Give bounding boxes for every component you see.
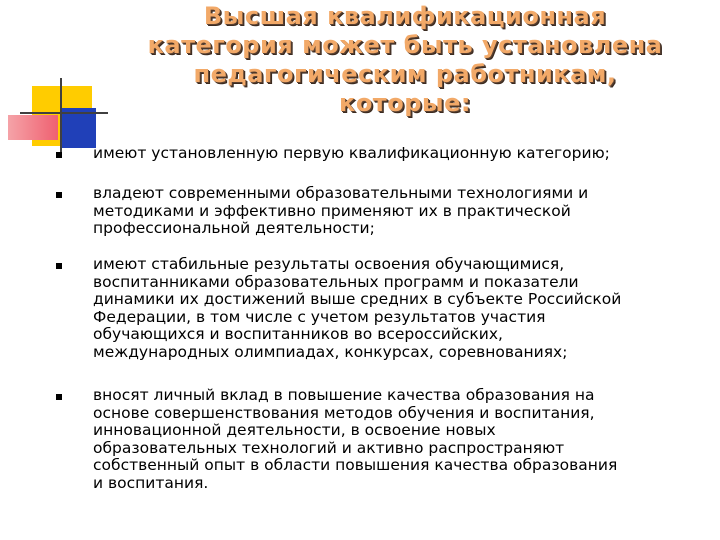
slide-title-line: Высшая квалификационная <box>203 2 607 30</box>
bullet-square-icon <box>56 152 62 158</box>
bullet-square-icon <box>56 192 62 198</box>
text-line: и воспитания. <box>93 473 209 492</box>
text-line: вносят личный вклад в повышение качества образования на <box>93 386 595 404</box>
slide-title-line: педагогическим работникам, <box>193 60 617 88</box>
text-line: обучающихся и воспитанников во всероссийских, <box>93 325 503 344</box>
bullet-square-icon <box>56 263 62 269</box>
text-line: международных олимпиадах, конкурсах, соревнованиях; <box>93 342 568 361</box>
ornament-vertical-line <box>60 78 62 158</box>
slide-title-line: которые: <box>339 89 471 117</box>
text-line: воспитанниками образовательных программ и показатели <box>93 272 579 291</box>
text-line: собственный опыт в области повышения качества образования <box>93 456 618 475</box>
ornament-blue-square <box>62 108 96 148</box>
text-line: методиками и эффективно применяют их в практической <box>93 201 571 220</box>
text-line: имеют установленную первую квалификационную категорию; <box>93 144 610 162</box>
slide-title <box>110 2 700 118</box>
bullet-square-icon <box>56 394 62 400</box>
text-line: владеют современными образовательными технологиями и <box>93 184 589 202</box>
text-line: основе совершенствования методов обучения и воспитания, <box>93 403 595 422</box>
text-line: профессиональной деятельности; <box>93 219 375 238</box>
list-item-text <box>93 387 693 493</box>
list-item-text <box>93 185 693 238</box>
ornament-red-rectangle <box>8 115 58 140</box>
list-item-text <box>93 256 693 362</box>
slide-title-line: категория может быть установлена <box>147 31 663 59</box>
text-line: динамики их достижений выше средних в субъекте Российской <box>93 290 622 309</box>
text-line: имеют стабильные результаты освоения обучающимися, <box>93 255 565 273</box>
text-line: инновационной деятельности, в освоение новых <box>93 421 496 440</box>
list-item-text <box>93 145 693 163</box>
text-line: Федерации, в том числе с учетом результатов участия <box>93 307 546 326</box>
text-line: образовательных технологий и активно распространяют <box>93 438 565 457</box>
ornament-horizontal-line <box>20 112 108 114</box>
